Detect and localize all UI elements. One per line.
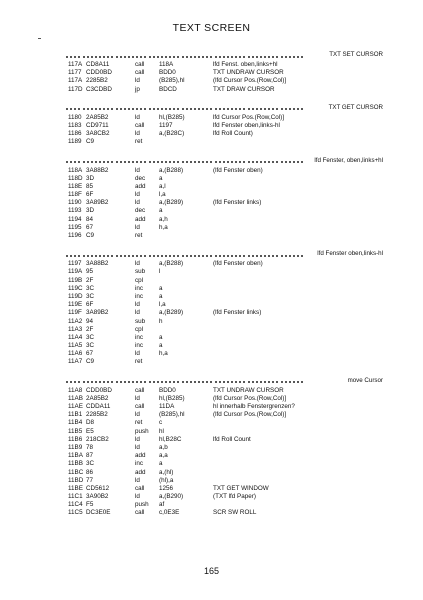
line-bytes: 218CB2 <box>86 435 109 443</box>
code-line <box>0 191 423 199</box>
code-line <box>0 293 423 301</box>
code-line <box>0 485 423 493</box>
section-separator <box>66 105 423 114</box>
line-address: 1190 <box>68 199 82 207</box>
line-bytes: 87 <box>86 452 94 460</box>
code-line <box>0 411 423 419</box>
code-line <box>0 122 423 130</box>
line-address: 11AE <box>68 403 83 410</box>
line-comment: (lfd Fenster oben) <box>213 260 263 268</box>
line-operand: l <box>159 268 161 276</box>
line-address: 1194 <box>68 215 82 223</box>
line-comment: lfd Roll Count) <box>213 130 253 138</box>
line-bytes: 3A8CB2 <box>86 130 110 138</box>
line-address: 11BD <box>68 476 84 484</box>
line-operand: a,a <box>159 452 168 460</box>
line-operand: BDCD <box>159 85 177 93</box>
line-mnemonic: inc <box>135 460 144 468</box>
line-bytes: 86 <box>86 468 94 476</box>
line-operand: a,(B288) <box>159 166 184 174</box>
code-line <box>0 277 423 285</box>
line-address: 1195 <box>68 223 82 231</box>
line-mnemonic: add <box>135 468 146 476</box>
code-line <box>0 444 423 452</box>
line-mnemonic: add <box>135 215 146 223</box>
line-mnemonic: inc <box>135 284 144 292</box>
line-mnemonic: ld <box>135 411 140 419</box>
listing-section <box>0 158 423 241</box>
line-mnemonic: ld <box>135 260 140 268</box>
line-address: 1196 <box>68 232 82 239</box>
line-address: 11BA <box>68 452 83 460</box>
line-bytes: 6F <box>86 301 94 309</box>
code-line <box>0 61 423 69</box>
line-address: 11C5 <box>68 509 83 517</box>
line-bytes: CDDA11 <box>86 403 111 410</box>
line-operand: h,a <box>159 350 168 358</box>
line-operand: 11DA <box>159 403 175 410</box>
code-line <box>0 130 423 138</box>
line-mnemonic: ld <box>135 435 140 443</box>
line-operand: a <box>159 333 163 341</box>
code-line <box>0 334 423 342</box>
line-operand: a,b <box>159 443 168 451</box>
line-address: 11A6 <box>68 350 83 358</box>
line-comment: (lfd Cursor Pos.(Row,Col)] <box>213 394 287 402</box>
section-separator <box>66 251 423 260</box>
listing <box>0 52 423 529</box>
line-bytes: 3A88B2 <box>86 260 109 268</box>
line-address: 11C4 <box>68 501 83 509</box>
line-operand: c <box>159 419 163 427</box>
code-line <box>0 350 423 358</box>
line-bytes: 94 <box>86 317 94 325</box>
code-line <box>0 436 423 444</box>
section-label: TXT SET CURSOR <box>329 51 383 58</box>
line-mnemonic: ld <box>135 443 140 451</box>
line-bytes: 3C <box>86 284 95 292</box>
line-mnemonic: ret <box>135 419 143 427</box>
line-comment: (lfd Fenster oben) <box>213 166 263 174</box>
line-mnemonic: dec <box>135 207 146 215</box>
line-mnemonic: sub <box>135 317 146 325</box>
code-line <box>0 358 423 366</box>
line-bytes: 3C <box>86 292 95 300</box>
code-line <box>0 199 423 207</box>
line-mnemonic: add <box>135 452 146 460</box>
line-address: 1193 <box>68 207 82 215</box>
listing-section <box>0 105 423 147</box>
dotted-rule <box>66 158 304 167</box>
section-label: lfd Fenster oben,links-hl <box>317 250 383 258</box>
line-operand: 118A <box>159 61 174 68</box>
line-address: 119C <box>68 284 83 292</box>
line-bytes: CD9711 <box>86 121 109 129</box>
line-bytes: 77 <box>86 476 94 484</box>
line-operand: (B285),hl <box>159 411 185 419</box>
line-address: 11A4 <box>68 333 83 341</box>
line-operand: (hl),a <box>159 476 174 484</box>
line-bytes: 3C <box>86 342 95 350</box>
page-title: TEXT SCREEN <box>172 22 251 34</box>
line-address: 11BE <box>68 484 83 492</box>
line-bytes: CDD0BD <box>86 69 112 77</box>
line-operand: 1256 <box>159 484 174 492</box>
line-operand: a,(B28C) <box>159 130 185 138</box>
code-line <box>0 86 423 94</box>
line-bytes: DC3E0E <box>86 509 111 517</box>
line-bytes: 3A88B2 <box>86 166 109 174</box>
line-address: 117A <box>68 77 83 85</box>
line-comment: (lfd Fenster links) <box>213 309 262 317</box>
line-bytes: 3A89B2 <box>86 309 109 317</box>
line-mnemonic: inc <box>135 342 144 350</box>
code-line <box>0 285 423 293</box>
code-line <box>0 477 423 485</box>
line-operand: hl <box>159 427 164 435</box>
line-mnemonic: add <box>135 182 146 190</box>
line-mnemonic: cpl <box>135 325 144 333</box>
line-bytes: 2A85B2 <box>86 394 109 402</box>
code-line <box>0 167 423 175</box>
line-mnemonic: inc <box>135 292 144 300</box>
line-mnemonic: push <box>135 501 149 509</box>
stray-mark <box>38 38 41 39</box>
line-address: 1177 <box>68 69 82 77</box>
line-address: 119E <box>68 301 83 309</box>
line-operand: 1197 <box>159 121 173 129</box>
code-line <box>0 268 423 276</box>
line-comment: (lfd Cursor Pos.(Row,Col)] <box>213 77 287 85</box>
line-address: 118D <box>68 174 83 182</box>
code-line <box>0 114 423 122</box>
listing-section <box>0 378 423 518</box>
line-comment: lfd Cursor Pos.(Row,Col)] <box>213 113 285 121</box>
line-address: 11B9 <box>68 443 83 451</box>
line-bytes: 84 <box>86 215 94 223</box>
dotted-rule <box>66 105 304 114</box>
line-operand: a,(hl) <box>159 468 174 476</box>
line-operand: a,(B289) <box>159 309 184 317</box>
line-operand: BDD0 <box>159 69 176 77</box>
line-address: 11BB <box>68 460 83 468</box>
line-bytes: 3D <box>86 174 95 182</box>
line-mnemonic: jp <box>135 85 140 93</box>
line-mnemonic: ld <box>135 199 140 207</box>
line-bytes: 67 <box>86 350 94 358</box>
code-line <box>0 301 423 309</box>
line-comment: hl innerhalb Fenstergrenzen? <box>213 403 295 410</box>
line-address: 118E <box>68 182 83 190</box>
line-operand: a <box>159 284 163 292</box>
code-line <box>0 260 423 268</box>
line-operand: l,a <box>159 301 166 309</box>
line-address: 11A5 <box>68 342 83 350</box>
line-operand: hl,(B285) <box>159 113 185 121</box>
line-comment: lfd Fenst. oben,links+hl <box>213 61 278 68</box>
section-label: lfd Fenster, oben,links+hl <box>314 156 383 164</box>
line-mnemonic: dec <box>135 174 146 182</box>
code-line <box>0 395 423 403</box>
section-label: move Cursor <box>347 376 383 384</box>
code-line <box>0 216 423 224</box>
line-mnemonic: push <box>135 427 149 435</box>
line-bytes: 2285B2 <box>86 77 108 85</box>
line-address: 1183 <box>68 121 82 129</box>
line-address: 11AB <box>68 394 83 402</box>
line-address: 11C1 <box>68 493 83 501</box>
line-operand: a <box>159 342 163 350</box>
line-operand: af <box>159 501 165 509</box>
code-line <box>0 419 423 427</box>
code-line <box>0 207 423 215</box>
line-bytes: 2A85B2 <box>86 113 109 121</box>
code-line <box>0 138 423 146</box>
line-comment: lfd Roll Count <box>213 435 251 443</box>
dotted-rule <box>66 378 304 387</box>
line-operand: hl,B28C <box>159 435 182 443</box>
line-mnemonic: call <box>135 61 145 68</box>
code-line <box>0 403 423 411</box>
line-mnemonic: ld <box>135 309 140 317</box>
line-bytes: 67 <box>86 223 94 231</box>
code-line <box>0 69 423 77</box>
line-address: 118F <box>68 191 82 199</box>
line-mnemonic: call <box>135 69 145 77</box>
line-mnemonic: call <box>135 386 145 394</box>
line-address: 11BC <box>68 468 84 476</box>
line-address: 11B5 <box>68 427 83 435</box>
line-bytes: 2F <box>86 325 94 333</box>
line-mnemonic: ld <box>135 301 140 309</box>
line-mnemonic: sub <box>135 268 146 276</box>
line-mnemonic: ret <box>135 358 143 366</box>
line-comment: (lfd Fenster links) <box>213 199 262 207</box>
line-operand: a,(B288) <box>159 260 184 268</box>
line-bytes: 3D <box>86 207 95 215</box>
code-line <box>0 469 423 477</box>
line-operand: a,l <box>159 182 166 190</box>
line-mnemonic: call <box>135 484 145 492</box>
line-operand: h,a <box>159 223 168 231</box>
line-bytes: 78 <box>86 443 94 451</box>
line-mnemonic: ret <box>135 232 143 239</box>
line-mnemonic: ld <box>135 130 140 138</box>
line-bytes: C9 <box>86 138 95 146</box>
line-address: 11B4 <box>68 419 83 427</box>
line-bytes: E5 <box>86 427 94 435</box>
line-mnemonic: ld <box>135 191 140 199</box>
line-operand: a <box>159 292 163 300</box>
page-number: 165 <box>203 566 220 576</box>
dotted-rule <box>66 251 304 260</box>
line-comment: (TXT lfd Paper) <box>213 493 256 501</box>
line-operand: h <box>159 317 163 325</box>
line-address: 119F <box>68 309 82 317</box>
line-mnemonic: ret <box>135 138 143 146</box>
line-bytes: CDD0BD <box>86 386 112 394</box>
code-line <box>0 326 423 334</box>
line-operand: BDD0 <box>159 386 176 394</box>
line-mnemonic: ld <box>135 166 140 174</box>
line-operand: l,a <box>159 191 166 199</box>
line-bytes: C3CDBD <box>86 85 112 93</box>
line-address: 1197 <box>68 260 82 268</box>
line-address: 119B <box>68 276 83 284</box>
line-mnemonic: inc <box>135 333 144 341</box>
line-comment: TXT UNDRAW CURSOR <box>213 69 284 77</box>
code-line <box>0 77 423 85</box>
line-bytes: D8 <box>86 419 95 427</box>
line-operand: a <box>159 460 163 468</box>
line-bytes: C9 <box>86 358 95 366</box>
line-bytes: CD5612 <box>86 484 110 492</box>
line-comment: lfd Fenster oben,links-hl <box>213 121 280 129</box>
line-address: 1180 <box>68 113 82 121</box>
section-label: TXT GET CURSOR <box>328 103 383 111</box>
line-mnemonic: ld <box>135 493 140 501</box>
line-mnemonic: ld <box>135 476 140 484</box>
line-bytes: 3C <box>86 460 95 468</box>
code-line <box>0 428 423 436</box>
line-address: 11A2 <box>68 317 83 325</box>
line-address: 11B1 <box>68 411 83 419</box>
line-bytes: 95 <box>86 268 94 276</box>
line-operand: c,0E3E <box>159 509 180 517</box>
line-address: 1186 <box>68 130 82 138</box>
line-bytes: 3C <box>86 333 95 341</box>
line-mnemonic: cpl <box>135 276 144 284</box>
section-separator <box>66 378 423 387</box>
line-address: 11A3 <box>68 325 83 333</box>
code-line <box>0 232 423 240</box>
line-address: 118A <box>68 166 83 174</box>
line-bytes: F5 <box>86 501 94 509</box>
line-comment: TXT DRAW CURSOR <box>213 85 275 93</box>
line-address: 119A <box>68 268 83 276</box>
line-address: 117A <box>68 61 83 68</box>
code-line <box>0 224 423 232</box>
section-separator <box>66 158 423 167</box>
line-mnemonic: call <box>135 509 145 517</box>
line-mnemonic: ld <box>135 113 140 121</box>
code-line <box>0 509 423 517</box>
listing-section <box>0 251 423 366</box>
line-operand: a,(B289) <box>159 199 184 207</box>
line-bytes: CD8A11 <box>86 61 110 68</box>
line-mnemonic: call <box>135 121 145 129</box>
code-line <box>0 183 423 191</box>
line-bytes: 3A89B2 <box>86 199 109 207</box>
code-line <box>0 493 423 501</box>
line-bytes: 85 <box>86 182 94 190</box>
line-comment: TXT GET WINDOW <box>213 484 269 492</box>
line-bytes: 2F <box>86 276 94 284</box>
line-mnemonic: ld <box>135 223 140 231</box>
line-comment: TXT UNDRAW CURSOR <box>213 386 284 394</box>
code-line <box>0 175 423 183</box>
line-bytes: 6F <box>86 191 94 199</box>
code-line <box>0 342 423 350</box>
code-line <box>0 387 423 395</box>
section-separator <box>66 52 423 61</box>
line-operand: hl,(B285) <box>159 394 185 402</box>
line-comment: (lfd Cursor Pos.(Row,Col)] <box>213 411 287 419</box>
line-address: 1189 <box>68 138 82 146</box>
line-operand: (B285),hl <box>159 77 185 85</box>
line-mnemonic: ld <box>135 394 140 402</box>
line-address: 11B6 <box>68 435 83 443</box>
line-address: 117D <box>68 85 83 93</box>
code-line <box>0 318 423 326</box>
line-operand: a <box>159 207 163 215</box>
line-mnemonic: ld <box>135 77 140 85</box>
line-bytes: C9 <box>86 232 95 239</box>
code-line <box>0 501 423 509</box>
listing-section <box>0 52 423 94</box>
line-operand: a,h <box>159 215 168 223</box>
code-line <box>0 309 423 317</box>
code-line <box>0 452 423 460</box>
dotted-rule <box>66 52 304 61</box>
line-mnemonic: ld <box>135 350 140 358</box>
line-bytes: 3A90B2 <box>86 493 109 501</box>
line-address: 11A7 <box>68 358 83 366</box>
line-comment: SCR SW ROLL <box>213 509 257 517</box>
line-mnemonic: call <box>135 403 145 410</box>
line-operand: a,(B290) <box>159 493 184 501</box>
line-operand: a <box>159 174 163 182</box>
line-bytes: 2285B2 <box>86 411 108 419</box>
line-address: 11A8 <box>68 386 83 394</box>
code-line <box>0 460 423 468</box>
line-address: 119D <box>68 292 83 300</box>
